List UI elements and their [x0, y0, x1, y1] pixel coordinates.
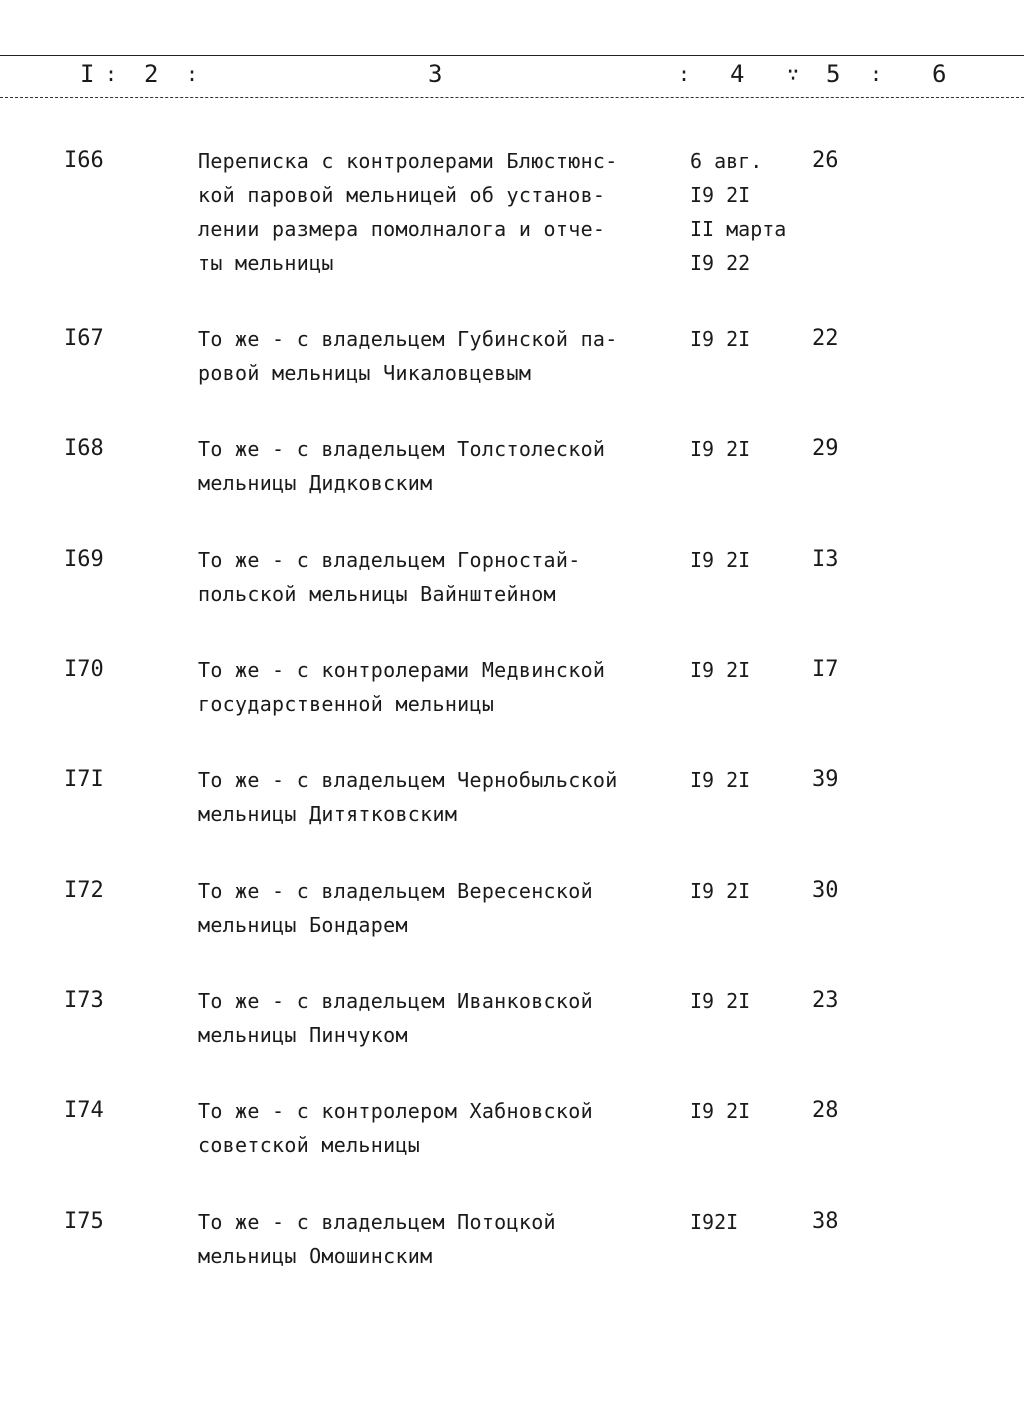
entry-dates — [690, 984, 750, 1018]
description-line: мельницы Дидковским — [198, 471, 433, 495]
description-line: мельницы Бондарем — [198, 913, 408, 937]
entry-dates — [690, 653, 750, 687]
date-line: I9 2I — [690, 437, 751, 461]
date-line: I9 2I — [690, 879, 751, 903]
date-line: I9 2I — [690, 768, 751, 792]
entry-description — [198, 763, 670, 831]
entry-sheet-count: 39 — [812, 767, 839, 792]
header-col-6: 6 — [932, 60, 947, 88]
entry-dates — [690, 543, 750, 577]
date-line: I9 2I — [690, 183, 751, 207]
description-line: То же - с владельцем Губинской па- — [198, 327, 618, 351]
date-line: I9 2I — [690, 548, 751, 572]
header-col-5: 5 — [826, 60, 841, 88]
description-line: мельницы Пинчуком — [198, 1023, 408, 1047]
header-bottom-rule — [0, 97, 1024, 98]
description-line: То же - с владельцем Горностай- — [198, 548, 581, 572]
header-separator: : — [105, 62, 118, 86]
entry-dates — [690, 874, 750, 908]
header-col-1: I — [80, 60, 95, 88]
description-line: советской мельницы — [198, 1133, 421, 1157]
description-line: Переписка с контролерами Блюстюнс- — [198, 149, 618, 173]
description-line: кой паровой мельницей об установ- — [198, 183, 606, 207]
entry-number: I74 — [64, 1098, 104, 1123]
entry-sheet-count: 23 — [812, 988, 839, 1013]
entry-description — [198, 1094, 670, 1162]
entry-number: I70 — [64, 657, 104, 682]
description-line: государственной мельницы — [198, 692, 495, 716]
entry-description — [198, 543, 670, 611]
date-line: I92I — [690, 1210, 739, 1234]
entry-number: I69 — [64, 547, 104, 572]
entry-sheet-count: 28 — [812, 1098, 839, 1123]
description-line: мельницы Омошинским — [198, 1244, 433, 1268]
description-line: То же - с владельцем Вересенской — [198, 879, 593, 903]
description-line: ты мельницы — [198, 251, 334, 275]
entry-sheet-count: 29 — [812, 436, 839, 461]
entry-dates — [690, 432, 750, 466]
entry-sheet-count: 30 — [812, 878, 839, 903]
entry-sheet-count: 26 — [812, 148, 839, 173]
description-line: польской мельницы Вайнштейном — [198, 582, 556, 606]
header-col-3: 3 — [428, 60, 443, 88]
header-col-2: 2 — [144, 60, 159, 88]
entry-number: I75 — [64, 1209, 104, 1234]
description-line: То же - с владельцем Толстолеской — [198, 437, 606, 461]
date-line: I9 2I — [690, 327, 751, 351]
description-line: То же - с владельцем Потоцкой — [198, 1210, 556, 1234]
entry-dates — [690, 1205, 738, 1239]
entry-dates — [690, 144, 786, 280]
entry-dates — [690, 763, 750, 797]
entry-description — [198, 144, 670, 280]
entry-number: I72 — [64, 878, 104, 903]
entry-description — [198, 874, 670, 942]
description-line: То же - с владельцем Иванковской — [198, 989, 593, 1013]
entry-sheet-count: I3 — [812, 547, 839, 572]
entry-number: I7I — [64, 767, 104, 792]
entry-description — [198, 432, 670, 500]
description-line: мельницы Дитятковским — [198, 802, 458, 826]
entry-dates — [690, 322, 750, 356]
entry-description — [198, 653, 670, 721]
date-line: I9 2I — [690, 989, 751, 1013]
date-line: I9 22 — [690, 251, 751, 275]
date-line: II марта — [690, 217, 787, 241]
date-line: I9 2I — [690, 658, 751, 682]
date-line: 6 авг. — [690, 149, 763, 173]
description-line: То же - с контролерами Медвинской — [198, 658, 606, 682]
entry-sheet-count: I7 — [812, 657, 839, 682]
entry-sheet-count: 38 — [812, 1209, 839, 1234]
entry-description — [198, 322, 670, 390]
date-line: I9 2I — [690, 1099, 751, 1123]
entry-sheet-count: 22 — [812, 326, 839, 351]
header-separator: : — [678, 62, 691, 86]
entry-description — [198, 1205, 670, 1273]
description-line: лении размера помолналога и отче- — [198, 217, 606, 241]
header-separator: ∵ — [787, 62, 800, 86]
description-line: ровой мельницы Чикаловцевым — [198, 361, 532, 385]
description-line: То же - с владельцем Чернобыльской — [198, 768, 618, 792]
header-separator: : — [870, 62, 883, 86]
header-top-rule — [0, 55, 1024, 56]
header-separator: : — [186, 62, 199, 86]
header-col-4: 4 — [730, 60, 745, 88]
entry-number: I73 — [64, 988, 104, 1013]
entry-dates — [690, 1094, 750, 1128]
entry-number: I66 — [64, 148, 104, 173]
entry-number: I67 — [64, 326, 104, 351]
entry-number: I68 — [64, 436, 104, 461]
entry-description — [198, 984, 670, 1052]
description-line: То же - с контролером Хабновской — [198, 1099, 593, 1123]
